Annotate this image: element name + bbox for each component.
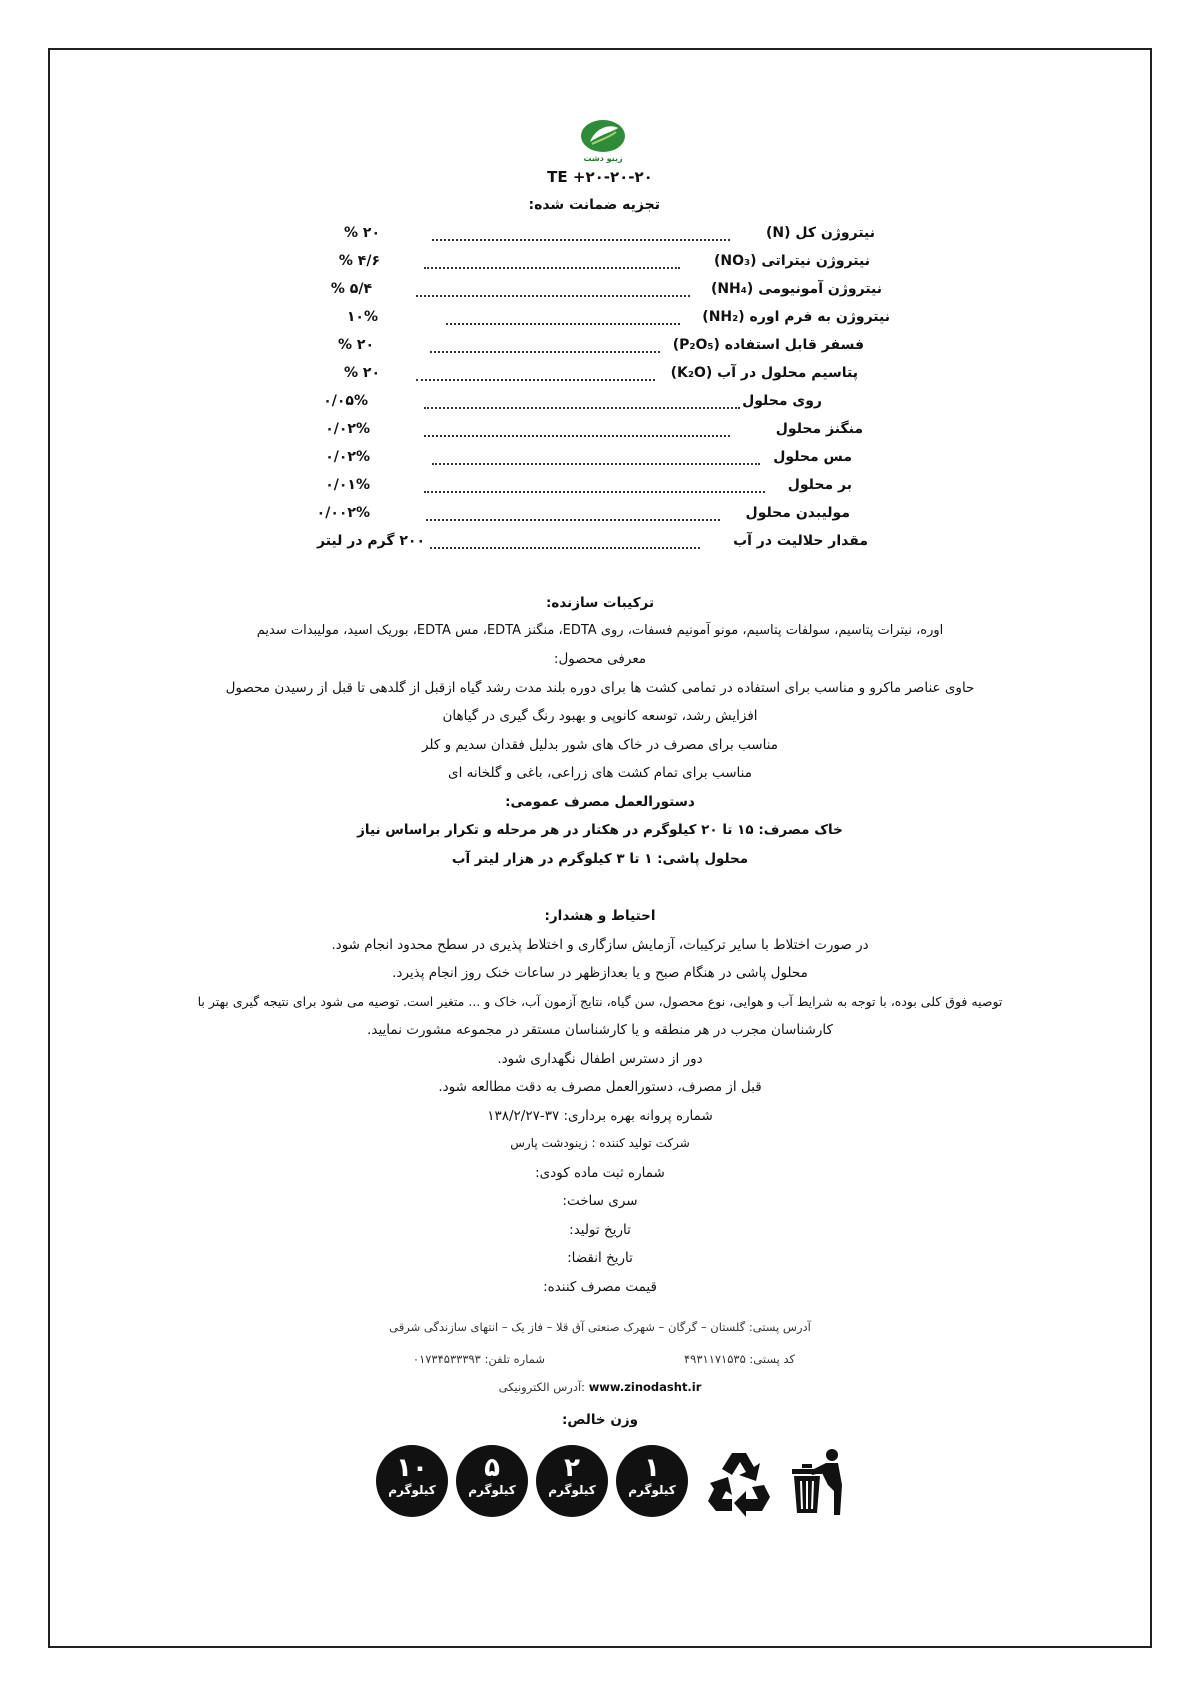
analysis-label: نیتروژن کل (N) <box>765 225 875 241</box>
field-batch: سری ساخت: <box>562 1193 638 1209</box>
analysis-value: ۰/۰۵% <box>323 393 368 409</box>
website-link[interactable]: www.zinodasht.ir <box>588 1380 702 1394</box>
trash-bin-icon <box>782 1445 856 1519</box>
warning-line: محلول پاشی در هنگام صبح و یا بعدازظهر در ساعات خنک روز انجام پذیرد. <box>392 965 808 981</box>
analysis-label: نیتروژن آمونیومی (NH₄) <box>710 281 882 297</box>
usage-title: دستورالعمل مصرف عمومی: <box>505 794 695 810</box>
intro-line: افزایش رشد، توسعه کانوپی و بهبود رنگ گیری در گیاهان <box>442 708 758 724</box>
usage-line: محلول پاشی: ۱ تا ۳ کیلوگرم در هزار لیتر آب <box>451 851 749 867</box>
analysis-value: ۱۰% <box>346 309 378 325</box>
intro-line: مناسب برای تمام کشت های زراعی، باغی و گلخانه ای <box>448 765 752 781</box>
weight-number: ۱۰ <box>396 1453 428 1483</box>
analysis-value: ۵/۴ % <box>330 281 372 297</box>
analysis-value: ۲۰ % <box>344 225 380 241</box>
page-border <box>48 48 1152 1648</box>
analysis-value: ۰/۰۰۲% <box>316 505 370 521</box>
field-expiry-date: تاریخ انقضا: <box>567 1250 633 1266</box>
postal-code: کد پستی: ۴۹۳۱۱۷۱۵۳۵ <box>684 1352 795 1366</box>
weight-badge-10kg <box>376 1445 448 1517</box>
dot-leader <box>430 546 700 549</box>
intro-line: مناسب برای مصرف در خاک های شور بدلیل فقدان سدیم و کلر <box>421 737 779 753</box>
weight-unit: کیلوگرم <box>628 1483 676 1497</box>
dot-leader <box>416 378 655 381</box>
field-price: قیمت مصرف کننده: <box>543 1279 657 1295</box>
analysis-label: منگنز محلول <box>775 421 863 437</box>
product-code: TE +۲۰-۲۰-۲۰ <box>547 168 653 186</box>
analysis-label: مولیبدن محلول <box>745 505 850 521</box>
dot-leader <box>424 434 730 437</box>
analysis-label: مقدار حلالیت در آب <box>733 533 868 549</box>
analysis-value: ۴/۶ % <box>338 253 380 269</box>
dot-leader <box>416 294 690 297</box>
weight-unit: کیلوگرم <box>468 1483 516 1497</box>
ingredients-title: ترکیبات سازنده: <box>545 595 655 611</box>
guaranteed-analysis-title: تجزیه ضمانت شده: <box>528 197 660 213</box>
dot-leader <box>432 238 730 241</box>
weight-badge-5kg <box>456 1445 528 1517</box>
weight-number: ۲ <box>564 1453 580 1483</box>
analysis-value: ۰/۰۲% <box>325 449 370 465</box>
field-production-date: تاریخ تولید: <box>569 1222 631 1238</box>
analysis-label: نیتروژن به فرم اوره (NH₂) <box>702 309 890 325</box>
analysis-value: ۰/۰۱% <box>325 477 370 493</box>
license-number: شماره پروانه بهره برداری: ۳۷-۱۳۸/۲/۲۷ <box>487 1108 713 1124</box>
dot-leader <box>424 406 740 409</box>
leaf-logo-icon <box>578 118 628 154</box>
analysis-label: نیتروژن نیتراتی (NO₃) <box>713 253 870 269</box>
warning-line: دور از دسترس اطفال نگهداری شود. <box>497 1051 703 1067</box>
warning-line: توصیه فوق کلی بوده، با توجه به شرایط آب و هوایی، نوع محصول، سن گیاه، نتایج آزمون آب، خاک و ... متغیر است. توصیه می شود برای نتیجه گیری بهتر با <box>197 994 1003 1009</box>
dot-leader <box>432 462 760 465</box>
weight-unit: کیلوگرم <box>388 1483 436 1497</box>
dot-leader <box>430 350 660 353</box>
postal-address: آدرس پستی: گلستان – گرگان – شهرک صنعتی آق قلا – فاز یک – انتهای سازندگی شرقی <box>389 1320 811 1334</box>
analysis-label: روی محلول <box>742 393 822 409</box>
weight-badge-1kg <box>616 1445 688 1517</box>
usage-line: خاک مصرف: ۱۵ تا ۲۰ کیلوگرم در هکتار در هر مرحله و تکرار براساس نیاز <box>357 822 843 838</box>
warning-line: قبل از مصرف، دستورالعمل مصرف به دقت مطالعه شود. <box>438 1079 762 1095</box>
weight-number: ۵ <box>484 1453 500 1483</box>
net-weight-title: وزن خالص: <box>561 1412 639 1428</box>
dot-leader <box>426 518 720 521</box>
analysis-value: ۲۰ % <box>344 365 380 381</box>
analysis-label: بر محلول <box>787 477 852 493</box>
warning-line: در صورت اختلاط با سایر ترکیبات، آزمایش سازگاری و اختلاط پذیری در سطح محدود انجام شود. <box>331 937 869 953</box>
recycle-icon <box>702 1445 776 1519</box>
dot-leader <box>424 266 680 269</box>
analysis-value: ۲۰۰ گرم در لیتر <box>316 533 425 549</box>
weight-badge-2kg <box>536 1445 608 1517</box>
analysis-value: ۲۰ % <box>338 337 374 353</box>
field-registration: شماره ثبت ماده کودی: <box>535 1165 665 1181</box>
intro-line: حاوی عناصر ماکرو و مناسب برای استفاده در تمامی کشت ها برای دوره بلند مدت رشد گیاه ازقبل از گلدهی تا قبل از رسیدن محصول <box>225 680 975 696</box>
warning-line: کارشناسان مجرب در هر منطقه و یا کارشناسان مستقر در مجموعه مشورت نمایید. <box>367 1022 833 1038</box>
weight-number: ۱ <box>644 1453 660 1483</box>
ingredients-text: اوره، نیترات پتاسیم، سولفات پتاسیم، مونو آمونیم فسفات، روی EDTA، منگنز EDTA، مس EDTA، بوریک اسید، مولیبدات سدیم <box>256 623 944 638</box>
analysis-label: مس محلول <box>773 449 852 465</box>
warning-title: احتیاط و هشدار: <box>544 908 656 924</box>
producer: شرکت تولید کننده : زینودشت پارس <box>510 1136 690 1150</box>
brand-logo <box>578 118 628 164</box>
analysis-label: پتاسیم محلول در آب (K₂O) <box>670 365 858 381</box>
phone-number: شماره تلفن: ۰۱۷۳۴۵۳۳۳۹۳ <box>412 1352 545 1366</box>
weight-unit: کیلوگرم <box>548 1483 596 1497</box>
analysis-label: فسفر قابل استفاده (P₂O₅) <box>672 337 864 353</box>
email-label: آدرس الکترونیکی: <box>498 1380 586 1394</box>
analysis-value: ۰/۰۲% <box>325 421 370 437</box>
brand-logo-text: زینو دشت <box>583 154 623 163</box>
dot-leader <box>446 322 680 325</box>
website-row <box>0 1380 1200 1394</box>
contact-row <box>0 1352 1200 1370</box>
dot-leader <box>424 490 765 493</box>
intro-title: معرفی محصول: <box>553 651 647 667</box>
